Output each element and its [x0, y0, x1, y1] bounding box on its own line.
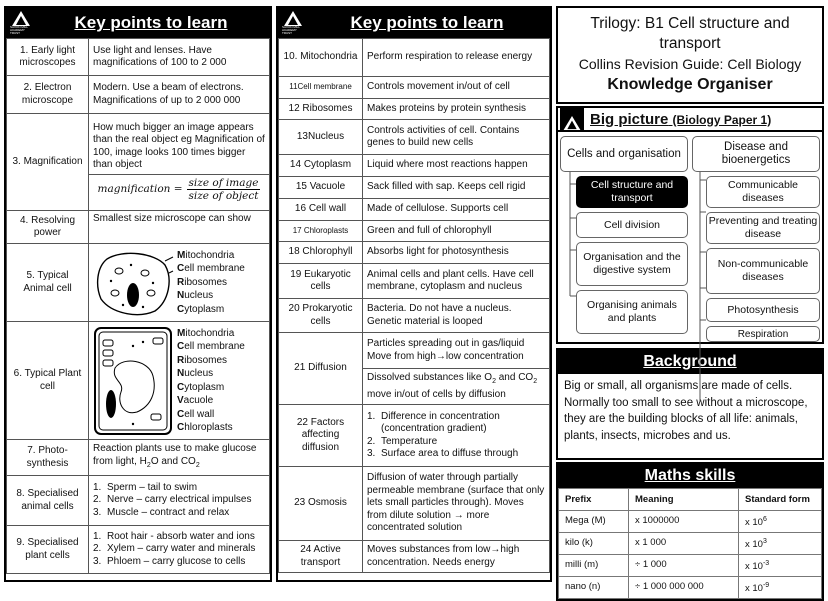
list-item: Vacuole [177, 395, 214, 406]
row-key: 13Nucleus [279, 120, 363, 155]
list-item: Nucleus [177, 368, 214, 379]
table-row [559, 533, 822, 555]
table-row [7, 114, 270, 211]
academy-trust-logo [10, 11, 32, 35]
academy-trust-logo [282, 11, 304, 35]
animal-cell-diagram [93, 249, 173, 317]
table-row [279, 120, 550, 155]
column-header: Meaning [629, 489, 739, 511]
row-text: Perform respiration to release energy [363, 39, 550, 77]
key-points-column-2 [276, 6, 552, 582]
list-item: 1. Difference in concentration (concentration gradient) [367, 410, 500, 434]
respiration-node: Respiration [706, 326, 820, 342]
row-key: 1. Early light microscopes [7, 39, 89, 76]
row-key: 3. Magnification [7, 114, 89, 211]
overview-column [556, 6, 824, 594]
list-item: Ribosomes [177, 276, 228, 288]
non-communicable-node: Non-communicable diseases [706, 248, 820, 294]
photosynthesis-node: Photosynthesis [706, 298, 820, 322]
list-item: 3. Muscle – contract and relax [93, 506, 230, 518]
table-row [279, 99, 550, 120]
maths-table [558, 488, 822, 599]
row-text: Made of cellulose. Supports cell [363, 199, 550, 221]
background-text: Big or small, all organisms are made of cells. Normally too small to see without a microscope, they are the building blocks of all life: animals, plants, insects, microbes and us. [564, 380, 808, 442]
table-row [7, 211, 270, 244]
animal-cell-cell [89, 244, 270, 322]
list-item: Cell membrane [177, 263, 245, 275]
cell-structure-node: Cell structure and transport [576, 176, 688, 208]
cells-and-organisation-node: Cells and organisation [560, 136, 688, 172]
equation-lhs: magnification = [97, 183, 183, 196]
organisation-digestive-node: Organisation and the digestive system [576, 242, 688, 286]
list-item: 3. Surface area to diffuse through [367, 448, 519, 459]
equation-denominator: size of object [188, 190, 259, 202]
row-text: Controls movement in/out of cell [363, 77, 550, 99]
row-text: Animal cells and plant cells. Have cell membrane, cytoplasm and nucleus [363, 264, 550, 299]
equation-fraction [187, 177, 261, 203]
list-item: Cytoplasm [177, 303, 225, 315]
list-item: Nucleus [177, 290, 214, 302]
table-row [279, 242, 550, 264]
row-key: 5. Typical Animal cell [7, 244, 89, 322]
table-row [279, 467, 550, 541]
meaning-cell: ÷ 1 000 [629, 555, 739, 577]
revision-guide: Collins Revision Guide: Cell Biology [578, 56, 802, 72]
column-1-header [6, 8, 270, 38]
table-row [559, 511, 822, 533]
row-text: Modern. Use a beam of electrons. Magnifications of up to 2 000 000 [89, 76, 270, 114]
row-key: 20 Prokaryotic cells [279, 299, 363, 333]
background-box [556, 348, 824, 460]
big-picture-title: Big picture (Biology Paper 1) [590, 110, 772, 128]
row-text: Smallest size microscope can show [89, 211, 270, 244]
table-row [559, 577, 822, 599]
maths-skills-box [556, 462, 824, 601]
table-row [7, 322, 270, 440]
row-key: 8. Specialised animal cells [7, 476, 89, 526]
diffusion-factors-list [367, 411, 545, 461]
list-item: 1. Sperm – tail to swim [93, 481, 198, 493]
table-row [279, 299, 550, 333]
key-points-table-2 [278, 38, 550, 573]
row-text: Makes proteins by protein synthesis [363, 99, 550, 120]
list-item: Ribosomes [177, 354, 228, 366]
row-list-cell [89, 476, 270, 526]
standard-form-cell: x $10^3$ [739, 533, 822, 555]
background-title: Background [558, 350, 822, 374]
logo-text: SAXON MILL ACADEMY TRUST [282, 25, 300, 35]
key-points-column-1 [4, 6, 272, 582]
key-points-table-1 [6, 38, 270, 574]
row-key: 16 Cell wall [279, 199, 363, 221]
row-key: 22 Factors affecting diffusion [279, 405, 363, 467]
prefix-cell: Mega (M) [559, 511, 629, 533]
row-key: 19 Eukaryotic cells [279, 264, 363, 299]
maths-skills-title: Maths skills [558, 464, 822, 488]
column-header: Prefix [559, 489, 629, 511]
list-item: Cell membrane [177, 341, 245, 352]
equation-numerator: size of image [188, 176, 259, 189]
list-item: 2. Xylem – carry water and minerals [93, 543, 256, 555]
title-box [556, 6, 824, 104]
specialised-animal-list [93, 482, 265, 520]
specialised-plant-list [93, 531, 265, 569]
organising-animals-plants-node: Organising animals and plants [576, 290, 688, 334]
table-row [279, 264, 550, 299]
table-row [7, 476, 270, 526]
row-key: 18 Chlorophyll [279, 242, 363, 264]
plant-organelle-list [177, 327, 245, 435]
row-key: 15 Vacuole [279, 177, 363, 199]
standard-form-cell: x $10^{-9}$ [739, 577, 822, 599]
row-text: Use light and lenses. Have magnifications of 100 to 2 000 [89, 39, 270, 76]
table-row [7, 39, 270, 76]
plant-cell-cell [89, 322, 270, 440]
table-row [279, 541, 550, 573]
row-key: 21 Diffusion [279, 333, 363, 405]
row-text: Particles spreading out in gas/liquid Move from high→low concentration [363, 333, 550, 369]
meaning-cell: x 1000000 [629, 511, 739, 533]
row-key: 10. Mitochondria [279, 39, 363, 77]
table-row [559, 555, 822, 577]
row-text: Controls activities of cell. Contains genes to build new cells [363, 120, 550, 155]
row-key: 4. Resolving power [7, 211, 89, 244]
list-item: Chloroplasts [177, 422, 233, 433]
table-row [279, 177, 550, 199]
cell-division-node: Cell division [576, 212, 688, 238]
table-row [7, 76, 270, 114]
table-row [7, 440, 270, 476]
column-1-title: Key points to learn [74, 13, 228, 32]
row-key: 9. Specialised plant cells [7, 526, 89, 574]
prefix-cell: milli (m) [559, 555, 629, 577]
row-key: 12 Ribosomes [279, 99, 363, 120]
list-item: Cell wall [177, 408, 215, 420]
table-row [279, 77, 550, 99]
table-row [7, 244, 270, 322]
row-key: 24 Active transport [279, 541, 363, 573]
list-item: Cytoplasm [177, 381, 225, 393]
table-header-row [559, 489, 822, 511]
meaning-cell: x 1 000 [629, 533, 739, 555]
row-key: 2. Electron microscope [7, 76, 89, 114]
standard-form-cell: x $10^6$ [739, 511, 822, 533]
table-row [279, 221, 550, 242]
list-item: Mitochondria [177, 327, 235, 339]
magnification-cell [89, 114, 270, 211]
table-row [279, 405, 550, 467]
list-item: 1. Root hair - absorb water and ions [93, 530, 255, 542]
row-text: Sack filled with sap. Keeps cell rigid [363, 177, 550, 199]
row-list-cell [89, 526, 270, 574]
column-2-title: Key points to learn [350, 13, 504, 32]
row-text: Bacteria. Do not have a nucleus. Genetic material is looped [363, 299, 550, 333]
table-row [279, 155, 550, 177]
animal-organelle-list [177, 249, 245, 317]
list-item: 3. Phloem – carry glucose to cells [93, 555, 246, 567]
row-text: Liquid where most reactions happen [363, 155, 550, 177]
row-text: Diffusion of water through partially permeable membrane (surface that only lets small particles through). Moves from dilute solution → more concentrated solution [363, 467, 550, 541]
topic-title: Trilogy: B1 Cell structure and transport [590, 15, 790, 52]
disease-and-bioenergetics-node: Disease and bioenergetics [692, 136, 820, 172]
row-key: 23 Osmosis [279, 467, 363, 541]
plant-cell-diagram [93, 326, 173, 436]
row-key: 17 Chloroplasts [279, 221, 363, 242]
big-picture-box [556, 106, 824, 344]
row-text: Green and full of chlorophyll [363, 221, 550, 242]
list-item: 2. Nerve – carry electrical impulses [93, 494, 252, 506]
row-key: 11Cell membrane [279, 77, 363, 99]
row-key: 7. Photo-synthesis [7, 440, 89, 476]
big-picture-header [558, 108, 822, 132]
row-key: 14 Cytoplasm [279, 155, 363, 177]
table-row [279, 333, 550, 369]
table-row [7, 526, 270, 574]
row-text: Moves substances from low→high concentration. Needs energy [363, 541, 550, 573]
logo-text: SAXON MILL ACADEMY TRUST [10, 25, 28, 35]
list-item: 2. Temperature [367, 435, 438, 447]
row-text: How much bigger an image appears than the real object eg Magnification of 100, image looks 100 times bigger than object [89, 120, 269, 175]
row-key: 6. Typical Plant cell [7, 322, 89, 440]
prefix-cell: nano (n) [559, 577, 629, 599]
column-2-header [278, 8, 550, 38]
preventing-disease-node: Preventing and treating disease [706, 212, 820, 244]
meaning-cell: ÷ 1 000 000 000 [629, 577, 739, 599]
academy-trust-logo [560, 108, 584, 130]
table-row [279, 199, 550, 221]
standard-form-cell: x $10^{-3}$ [739, 555, 822, 577]
column-header: Standard form [739, 489, 822, 511]
row-list-cell [363, 405, 550, 467]
communicable-diseases-node: Communicable diseases [706, 176, 820, 208]
magnification-equation [89, 175, 269, 205]
knowledge-organiser-title: Knowledge Organiser [607, 76, 773, 93]
prefix-cell: kilo (k) [559, 533, 629, 555]
table-row [279, 39, 550, 77]
list-item: Mitochondria [177, 249, 235, 261]
row-text: Dissolved substances like $O_2$ and $CO_2$ move in/out of cells by diffusion [363, 369, 550, 405]
row-text: Reaction plants use to make glucose from light, $H_2O$ and $CO_2$ [89, 440, 270, 476]
row-text: Absorbs light for photosynthesis [363, 242, 550, 264]
